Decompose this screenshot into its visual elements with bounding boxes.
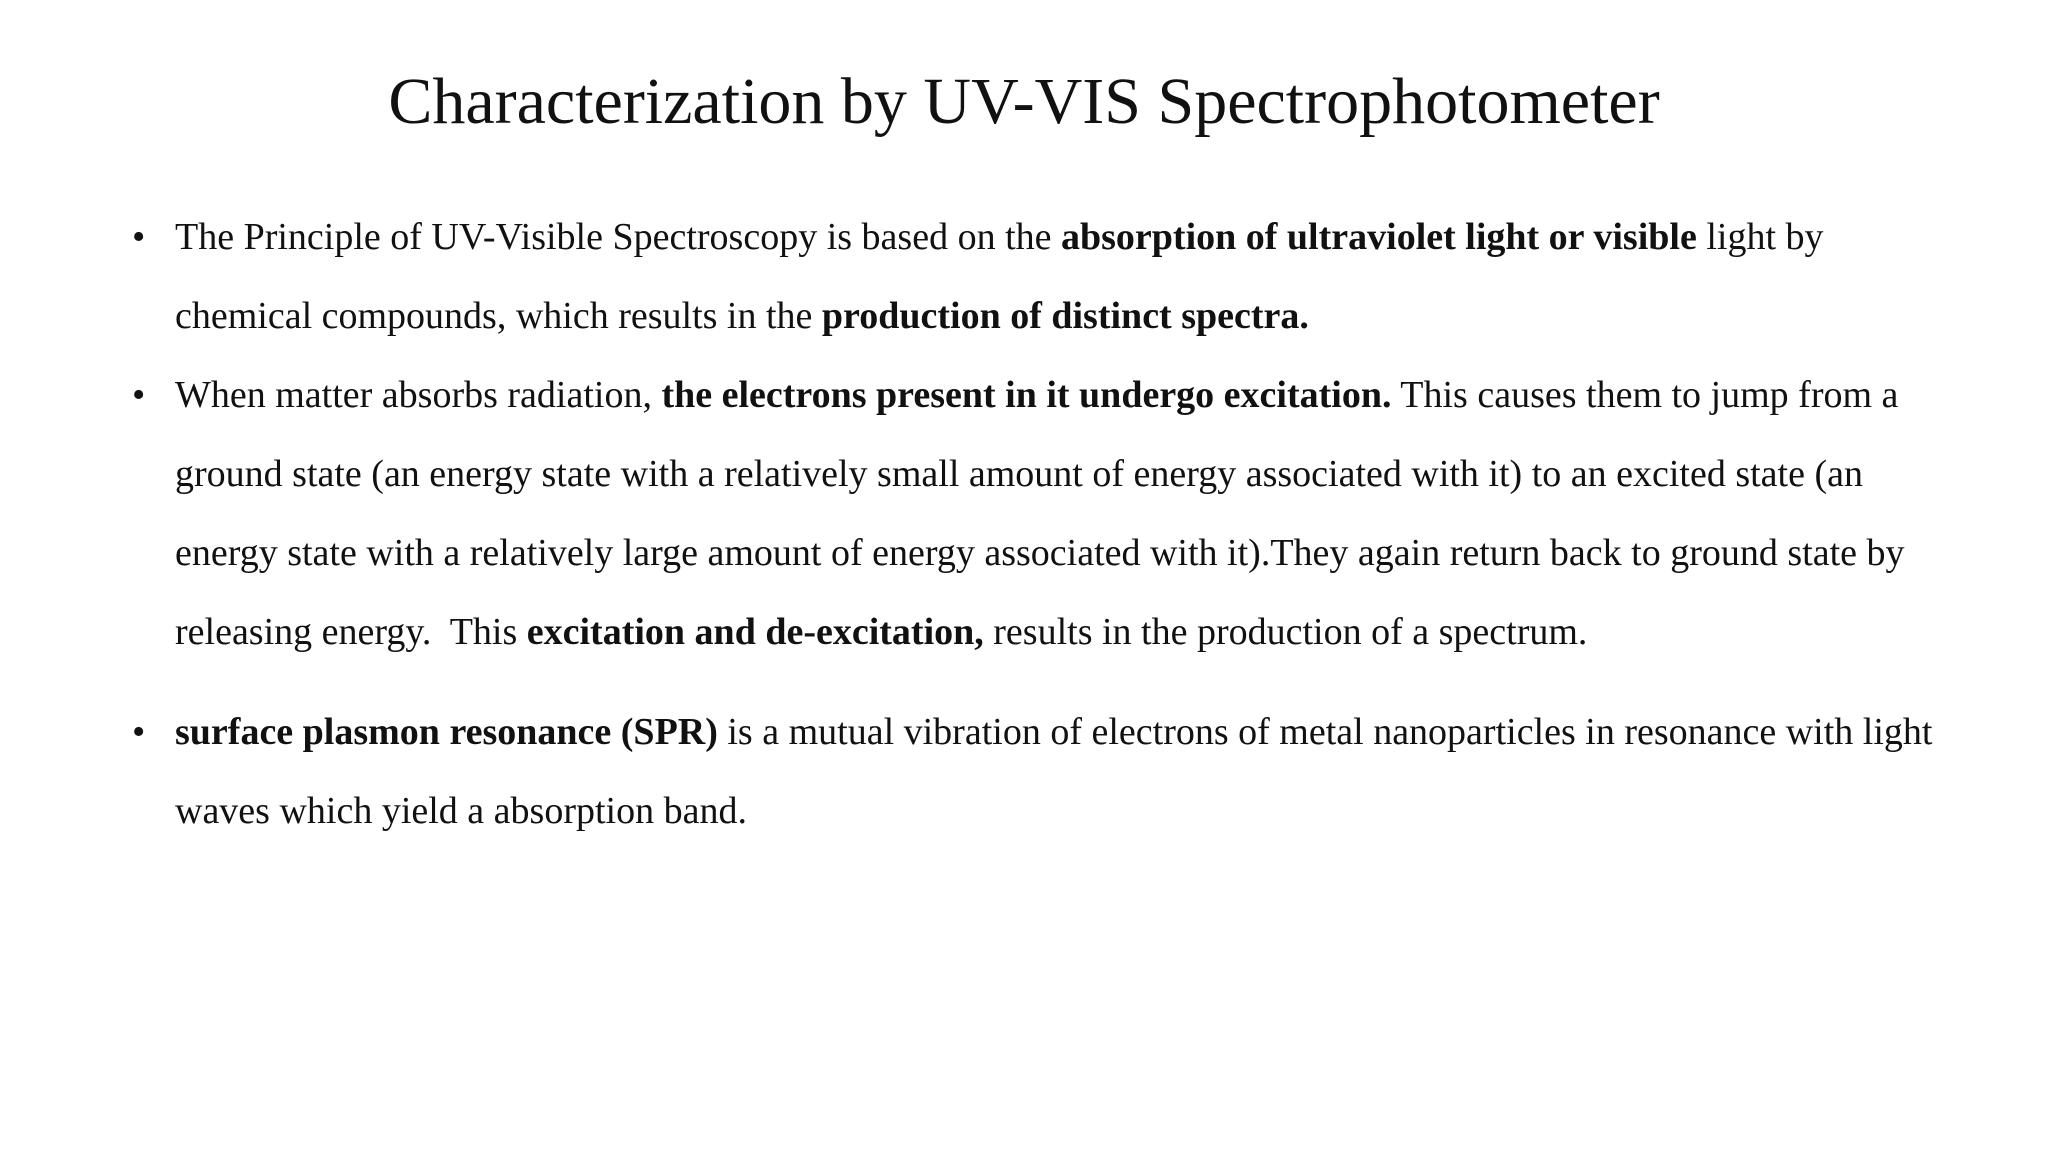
text-segment-bold: absorption of ultraviolet light or visible [1061, 216, 1697, 258]
bullet-icon: • [132, 711, 146, 753]
bullet-item-excitation [132, 356, 1952, 672]
text-segment: results in the production of a spectrum. [983, 611, 1588, 653]
text-segment: is a mutual vibration of electrons of metal nanoparticles in resonance with light waves which yield a absorption band. [175, 711, 1933, 832]
text-segment-bold: excitation and de-excitation, [526, 611, 984, 653]
bullet-text [175, 693, 1955, 851]
bullet-text [175, 356, 1955, 672]
slide-title: Characterization by UV-VIS Spectrophotometer [388, 65, 1660, 138]
text-segment: This causes them to jump from a ground state (an energy state with a relatively small amount of energy associated with it) to an excited state (an energy state with a relatively large amount of energy associated with it).They again return back to ground state by releasing energy. This [175, 374, 1915, 653]
text-segment-bold: surface plasmon resonance (SPR) [175, 711, 718, 753]
text-segment: light by chemical compounds, which results in the [175, 216, 1824, 337]
text-segment: When matter absorbs radiation, [175, 374, 662, 416]
bullet-text [175, 198, 1955, 356]
text-segment-bold: the electrons present in it undergo excitation. [661, 374, 1392, 416]
bullet-icon: • [132, 216, 146, 258]
bullet-item-principle [132, 198, 1952, 356]
text-segment: The Principle of UV-Visible Spectroscopy is based on the [175, 216, 1061, 258]
bullet-item-spr [132, 693, 1952, 851]
text-segment-bold: production of distinct spectra. [821, 295, 1309, 337]
bullet-icon: • [132, 374, 146, 416]
